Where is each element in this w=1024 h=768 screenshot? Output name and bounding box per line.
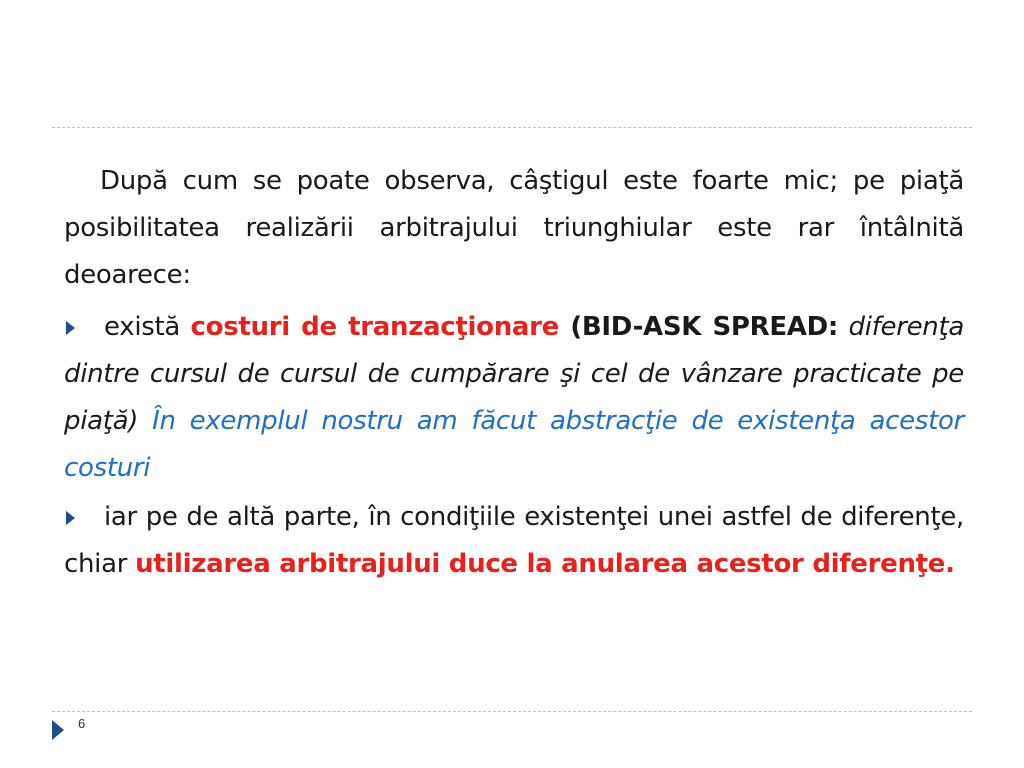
bullet-arrow-icon: [66, 511, 75, 525]
page-number: 6: [78, 716, 86, 731]
intro-paragraph: După cum se poate observa, câştigul este foarte mic; pe piaţă posibilitatea realizării arbitrajului triunghiular este rar întâlnită deoarece:: [64, 166, 964, 290]
bullet-item-arbitrage: [64, 494, 964, 588]
bullet-item-costs: [64, 304, 964, 492]
spread-definition: diferenţa dintre cursul de cursul de cumpărare şi cel de vânzare practicate pe piaţă): [64, 312, 964, 436]
top-divider: [52, 127, 972, 128]
bottom-divider: [52, 711, 972, 712]
slide-body: [64, 158, 964, 590]
bullet-text-intro: iar pe de altă parte, în condiţiile existenţei unei astfel de diferenţe, chiar: [64, 502, 964, 579]
bid-ask-spread-label: (BID-ASK SPREAD:: [559, 312, 839, 342]
bullet-text-intro: există: [104, 312, 191, 342]
highlight-transaction-costs: costuri de tranzacţionare: [190, 312, 560, 342]
example-note: În exemplul nostru am făcut abstracţie de existenţa acestor costuri: [64, 406, 964, 483]
bullet-arrow-icon: [66, 321, 75, 335]
highlight-arbitrage-effect: utilizarea arbitrajului duce la anularea acestor diferenţe.: [135, 549, 955, 579]
footer-arrow-icon: [52, 720, 64, 740]
